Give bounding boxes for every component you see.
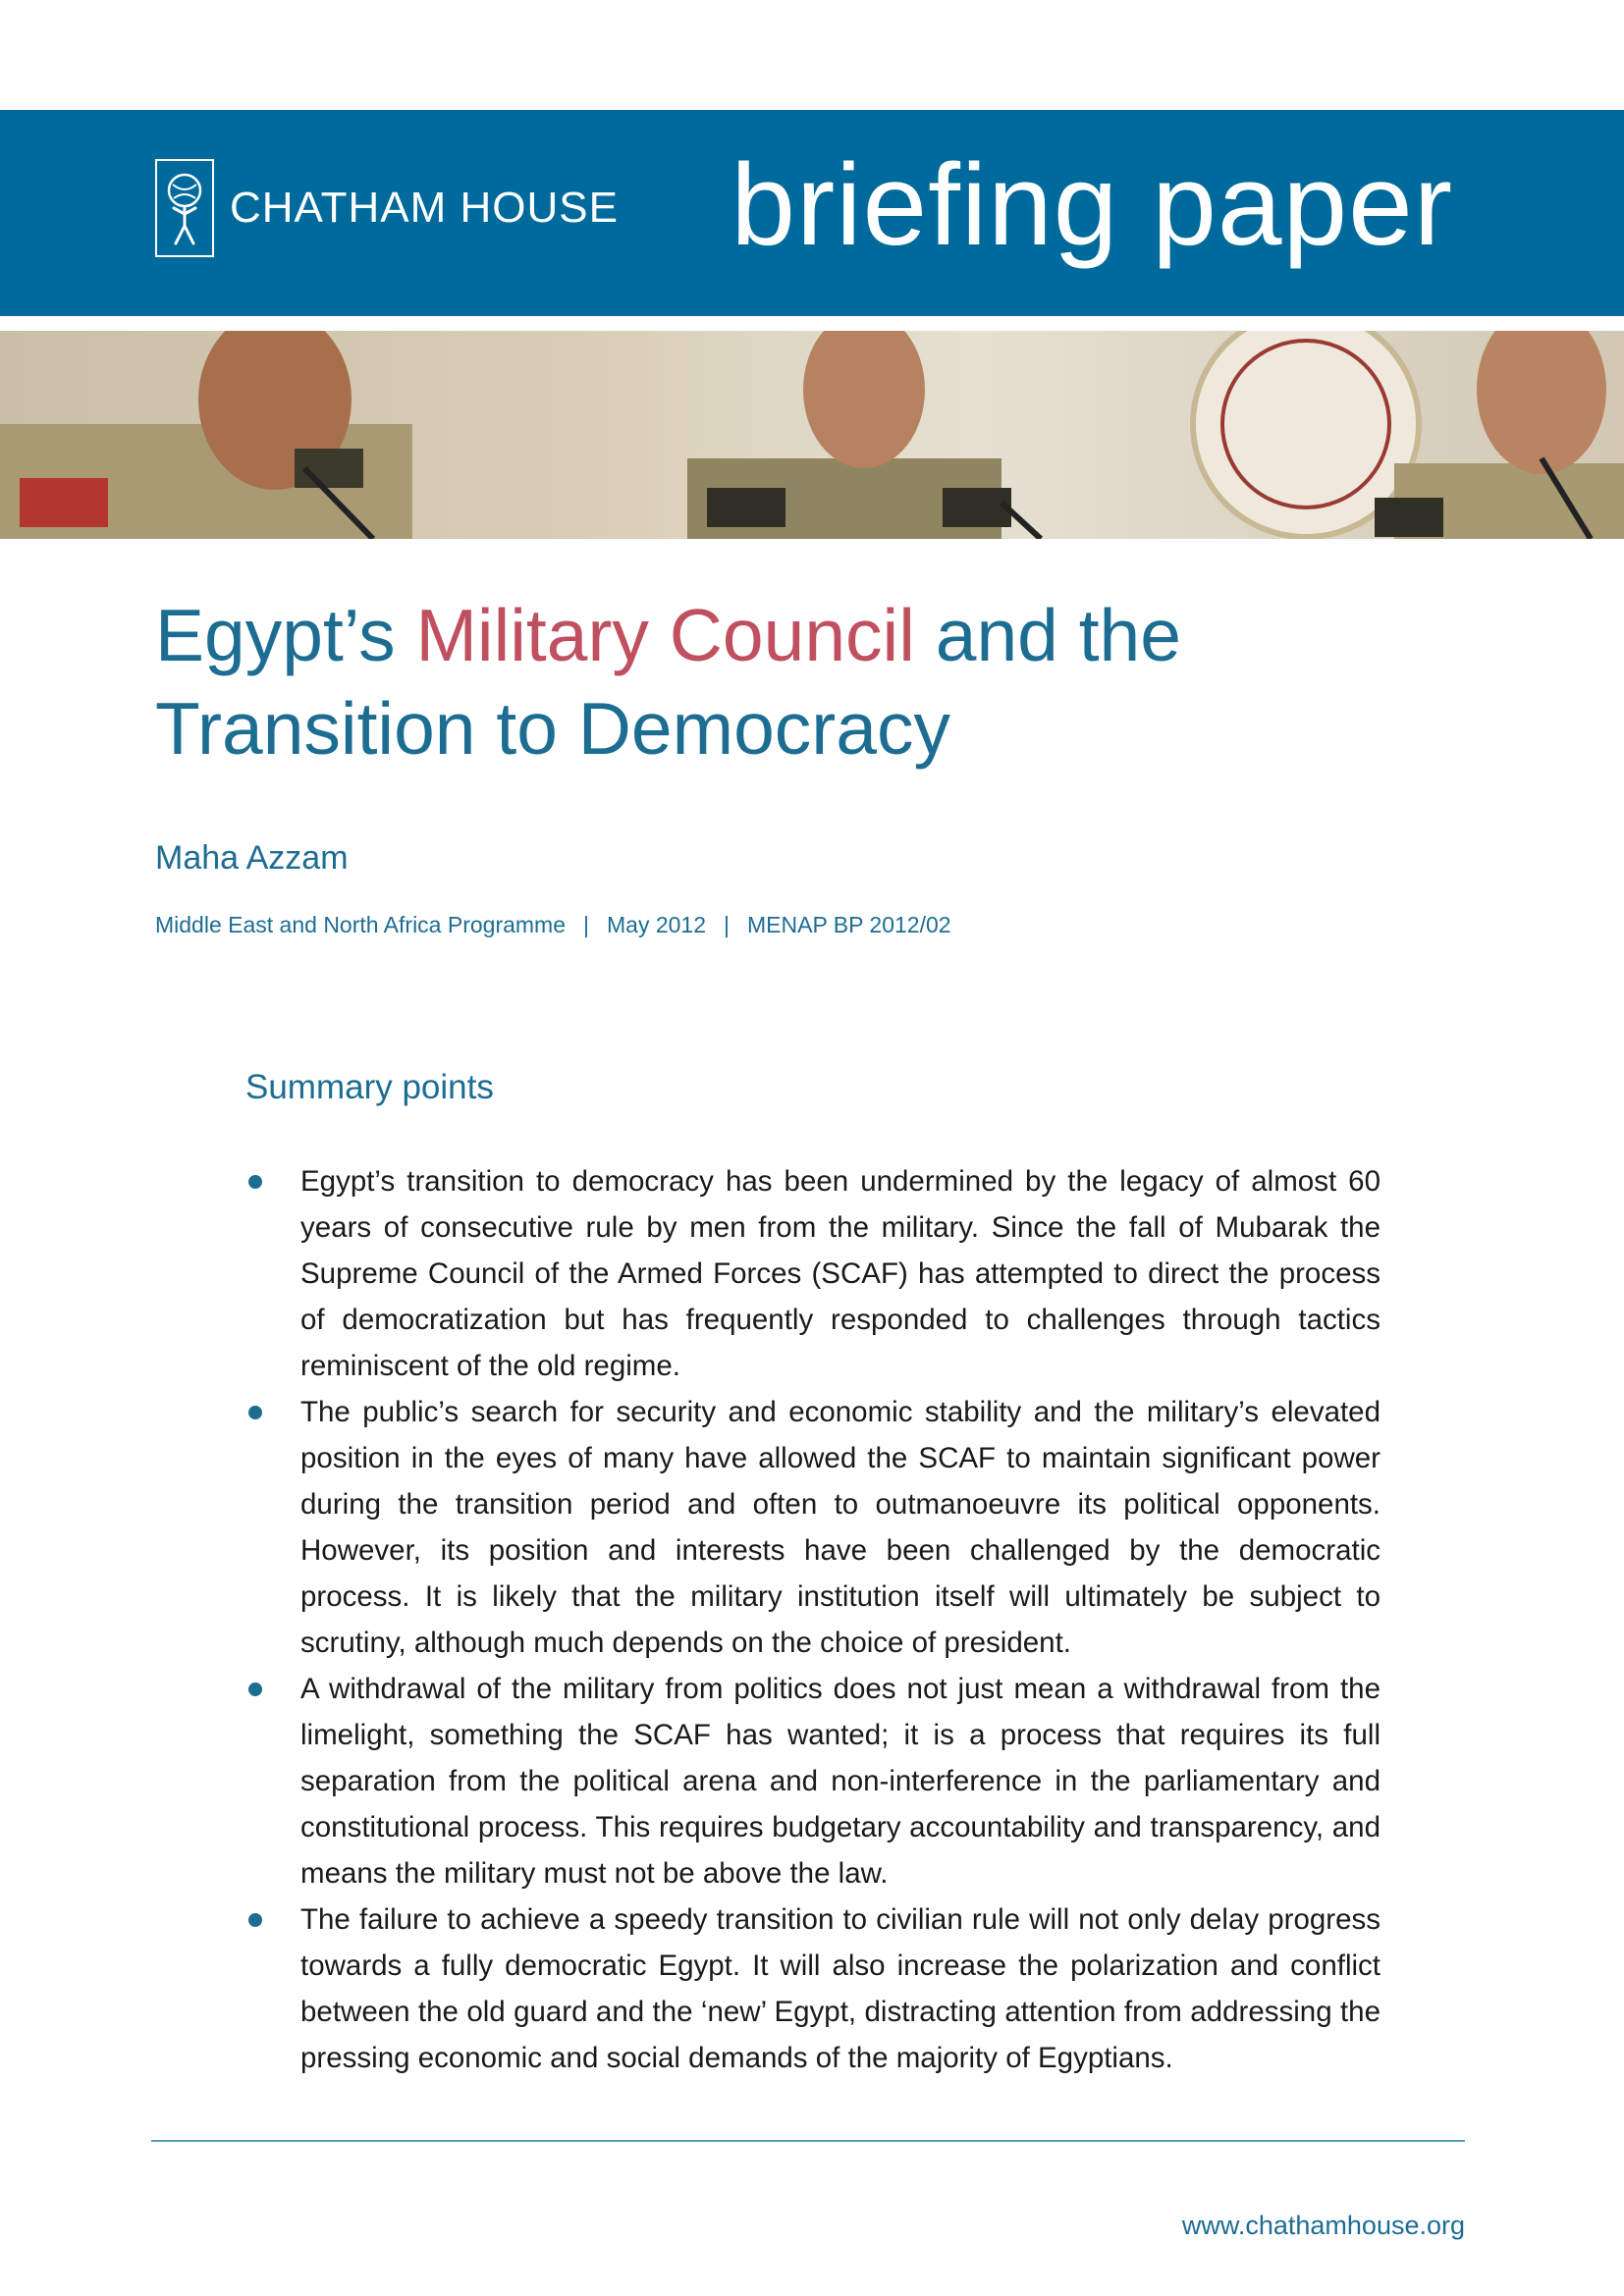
- summary-point-text: The public’s search for security and economic stability and the military’s elevated position in the eyes of many have allowed the SCAF to maintain significant power during the transition period and often to outmanoeuvre its political opponents. However, its position and interests have been challenged by the democratic process. It is likely that the military institution itself will ultimately be subject to scrutiny, although much depends on the choice of president.: [300, 1396, 1380, 1659]
- bullet-icon: [248, 1682, 262, 1696]
- military-officers-photo: [0, 331, 1624, 539]
- banner-photo: [0, 331, 1624, 539]
- org-name: CHATHAM HOUSE: [230, 184, 619, 232]
- summary-point: [300, 1666, 1380, 1896]
- summary-point-text: A withdrawal of the military from politics does not just mean a withdrawal from the limelight, something the SCAF has wanted; it is a process that requires its full separation from the political arena and non-interference in the parliamentary and constitutional process. This requires budgetary accountability and transparency, and means the military must not be above the law.: [300, 1673, 1380, 1890]
- chatham-house-logo[interactable]: [155, 157, 619, 259]
- summary-point: [300, 1896, 1380, 2081]
- title-part2: and the: [914, 594, 1181, 676]
- meta-separator: |: [724, 912, 730, 937]
- atlas-globe-icon: [155, 159, 214, 257]
- bullet-icon: [248, 1175, 262, 1189]
- title-part1: Egypt’s: [155, 594, 416, 676]
- publication-ref: MENAP BP 2012/02: [747, 912, 951, 937]
- footer-divider: [151, 2140, 1465, 2142]
- publication-date: May 2012: [607, 912, 707, 937]
- website-link[interactable]: www.chathamhouse.org: [1181, 2211, 1465, 2240]
- bullet-icon: [248, 1406, 262, 1419]
- summary-heading: Summary points: [245, 1068, 494, 1106]
- summary-point-text: The failure to achieve a speedy transition to civilian rule will not only delay progress towards a fully democratic Egypt. It will also increase the polarization and conflict between the old guard and the ‘new’ Egypt, distracting attention from addressing the pressing economic and social demands of the majority of Egyptians.: [300, 1903, 1380, 2074]
- meta-separator: |: [583, 912, 589, 937]
- summary-point: [300, 1158, 1380, 1389]
- bullet-icon: [248, 1913, 262, 1927]
- title-line2: Transition to Democracy: [155, 687, 950, 770]
- publication-meta: [155, 912, 951, 938]
- document-type-label: briefing paper: [731, 140, 1453, 270]
- author-name: Maha Azzam: [155, 839, 349, 877]
- programme-name: Middle East and North Africa Programme: [155, 912, 567, 937]
- summary-point: [300, 1389, 1380, 1666]
- summary-points-list: [300, 1158, 1380, 2081]
- document-title: [155, 589, 1432, 775]
- title-highlight: Military Council: [415, 594, 915, 676]
- summary-point-text: Egypt’s transition to democracy has been undermined by the legacy of almost 60 years of consecutive rule by men from the military. Since the fall of Mubarak the Supreme Council of the Armed Forces (SCAF) has attempted to direct the process of democratization but has frequently responded to challenges through tactics reminiscent of the old regime.: [300, 1165, 1380, 1382]
